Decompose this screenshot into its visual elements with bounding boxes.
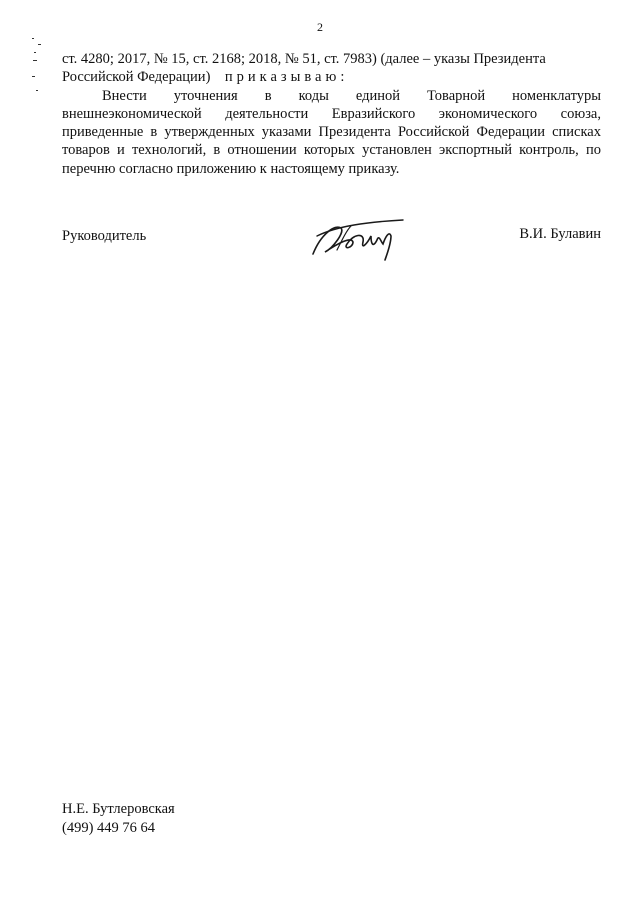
signatory-title: Руководитель [62, 228, 147, 244]
handwritten-signature [307, 214, 407, 262]
signature-block [62, 226, 601, 266]
order-paragraph: Внести уточнения в коды единой Товарной номенклатуры внешнеэкономической деятельности Евразийского экономического союза, приведенные в утвержденных указами Президента Российской Федерации списках товаров и технологий, в отношении которых установлен экспортный контроль, по перечню согласно приложению к настоящему приказу. [62, 87, 601, 177]
order-word: приказываю: [224, 69, 349, 86]
paragraph-continuation-line1: ст. 4280; 2017, № 15, ст. 2168; 2018, № 51, ст. 7983) (далее – указы Президента [62, 51, 546, 67]
paragraph-continuation-line2: Российской Федерации) [62, 69, 211, 86]
executor-name: Н.Е. Бутлеровская [62, 801, 175, 817]
executor-phone: (499) 449 76 64 [62, 820, 156, 836]
signatory-name: В.И. Булавин [519, 226, 601, 242]
document-body [62, 50, 601, 178]
scan-artifact-marks [30, 36, 50, 106]
paragraph-continuation [62, 50, 601, 87]
page-number: 2 [317, 20, 323, 34]
executor-info [62, 800, 175, 838]
